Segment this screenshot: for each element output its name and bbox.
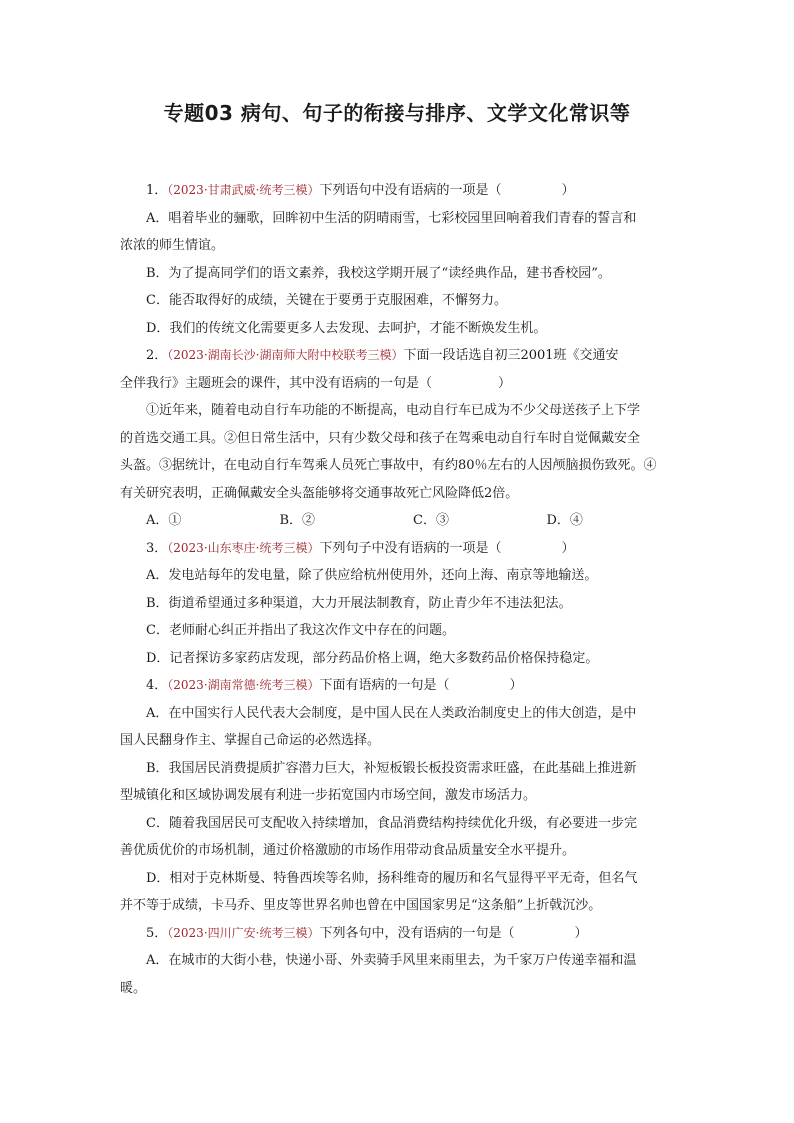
question-source: （2023·湖南常德·统考三模）	[167, 678, 320, 692]
bracket-close: ）	[574, 925, 588, 941]
option-a-cont: 暖。	[120, 980, 147, 996]
question-stem	[120, 535, 680, 563]
question-number: 3．	[146, 540, 168, 556]
option-c: C．随着我国居民可支配收入持续增加，食品消费结构持续优化升级，有必要进一步完	[146, 815, 637, 831]
question-number: 1．	[146, 183, 168, 198]
question-text: 下列句子中没有语病的一项是（	[319, 540, 502, 556]
question-number: 5．	[146, 925, 168, 941]
option-a-cont: 浓浓的师生情谊。	[120, 238, 225, 253]
option-a: A．①	[146, 513, 182, 528]
option-b: B．街道希望通过多种渠道，大力开展法制教育，防止青少年不违法犯法。	[146, 595, 572, 611]
passage-line-1: ①近年来，随着电动自行车功能的不断提高，电动自行车已成为不少父母送孩子上下学	[146, 403, 641, 418]
question-number: 2．	[146, 348, 168, 363]
page-title: 专题03 病句、句子的衔接与排序、文学文化常识等	[163, 101, 631, 125]
question-source: （2023·甘肃武威·统考三模）	[167, 183, 320, 197]
question-text-cont: 全伴我行》主题班会的课件，其中没有语病的一句是（	[120, 375, 433, 391]
question-text: 下面一段话选自初三2001班《交通安	[403, 348, 619, 363]
option-d: D．我们的传统文化需要更多人去发现、去呵护，才能不断焕发生机。	[146, 320, 547, 336]
bracket-close: ）	[509, 678, 523, 693]
question-list	[120, 177, 680, 1002]
question-stem-cont	[120, 370, 680, 398]
option-d: D．相对于克林斯曼、特鲁西埃等名帅，扬科维奇的履历和名气显得平平无奇，但名气	[146, 870, 638, 886]
option-c: C．老师耐心纠正并指出了我这次作文中存在的问题。	[146, 623, 455, 638]
option-a: A．在中国实行人民代表大会制度，是中国人民在人类政治制度史上的伟大创造，是中	[146, 705, 637, 721]
option-a: A．在城市的大街小巷，快递小哥、外卖骑手风里来雨里去，为千家万户传递幸福和温	[146, 953, 637, 968]
option-a: A．唱着毕业的骊歌，回眸初中生活的阴晴雨雪，七彩校园里回响着我们青春的誓言和	[146, 210, 637, 226]
question-2	[120, 342, 680, 535]
option-c: C．能否取得好的成绩，关键在于要勇于克服困难，不懈努力。	[146, 293, 507, 308]
question-text: 下列各句中，没有语病的一句是（	[319, 925, 515, 941]
question-source: （2023·四川广安·统考三模）	[167, 925, 320, 940]
option-b: B．为了提高同学们的语文素养，我校这学期开展了“读经典作品，建书香校园”。	[146, 265, 611, 281]
option-c-cont: 善优质优价的市场机制，通过价格激励的市场作用带动食品质量安全水平提升。	[120, 843, 576, 858]
question-1	[120, 177, 680, 342]
question-text: 下面有语病的一句是（	[319, 678, 450, 693]
option-c: C．③	[413, 513, 449, 528]
question-number: 4．	[146, 678, 168, 693]
question-source: （2023·山东枣庄·统考三模）	[167, 540, 320, 555]
option-b: B．②	[279, 513, 316, 528]
bracket-close: ）	[561, 540, 575, 556]
option-a: A．发电站每年的发电量，除了供应给杭州使用外，还向上海、南京等地输送。	[146, 568, 598, 583]
passage-line-3: 头盔。③据统计，在电动自行车驾乘人员死亡事故中，有约80％左右的人因颅脑损伤致死。④	[120, 458, 657, 473]
option-d-cont: 并不等于成绩，卡马乔、里皮等世界名帅也曾在中国国家男足“这条船”上折戟沉沙。	[120, 898, 602, 913]
question-stem	[120, 920, 680, 948]
question-stem	[120, 672, 680, 700]
question-stem	[120, 342, 680, 370]
question-4	[120, 672, 680, 920]
question-5	[120, 920, 680, 1003]
options-row	[120, 507, 680, 535]
question-3	[120, 535, 680, 673]
passage-line-2: 的首选交通工具。②但日常生活中，只有少数父母和孩子在驾乘电动自行车时自觉佩戴安全	[120, 430, 641, 446]
passage-line-4: 有关研究表明，正确佩戴安全头盔能够将交通事故死亡风险降低2倍。	[120, 485, 519, 501]
option-d: D．④	[546, 513, 583, 528]
bracket-close: ）	[498, 375, 512, 391]
question-stem	[120, 177, 680, 205]
option-b: B．我国居民消费提质扩容潜力巨大，补短板锻长板投资需求旺盛，在此基础上推进新	[146, 760, 637, 776]
question-text: 下列语句中没有语病的一项是（	[319, 183, 502, 198]
option-d: D．记者探访多家药店发现，部分药品价格上调，绝大多数药品价格保持稳定。	[146, 650, 599, 666]
option-b-cont: 型城镇化和区域协调发展有利进一步拓宽国内市场空间，激发市场活力。	[120, 788, 537, 803]
option-a-cont: 国人民翻身作主、掌握自己命运的必然选择。	[120, 733, 381, 748]
bracket-close: ）	[561, 183, 575, 198]
question-source: （2023·湖南长沙·湖南师大附中校联考三模）	[167, 348, 404, 362]
